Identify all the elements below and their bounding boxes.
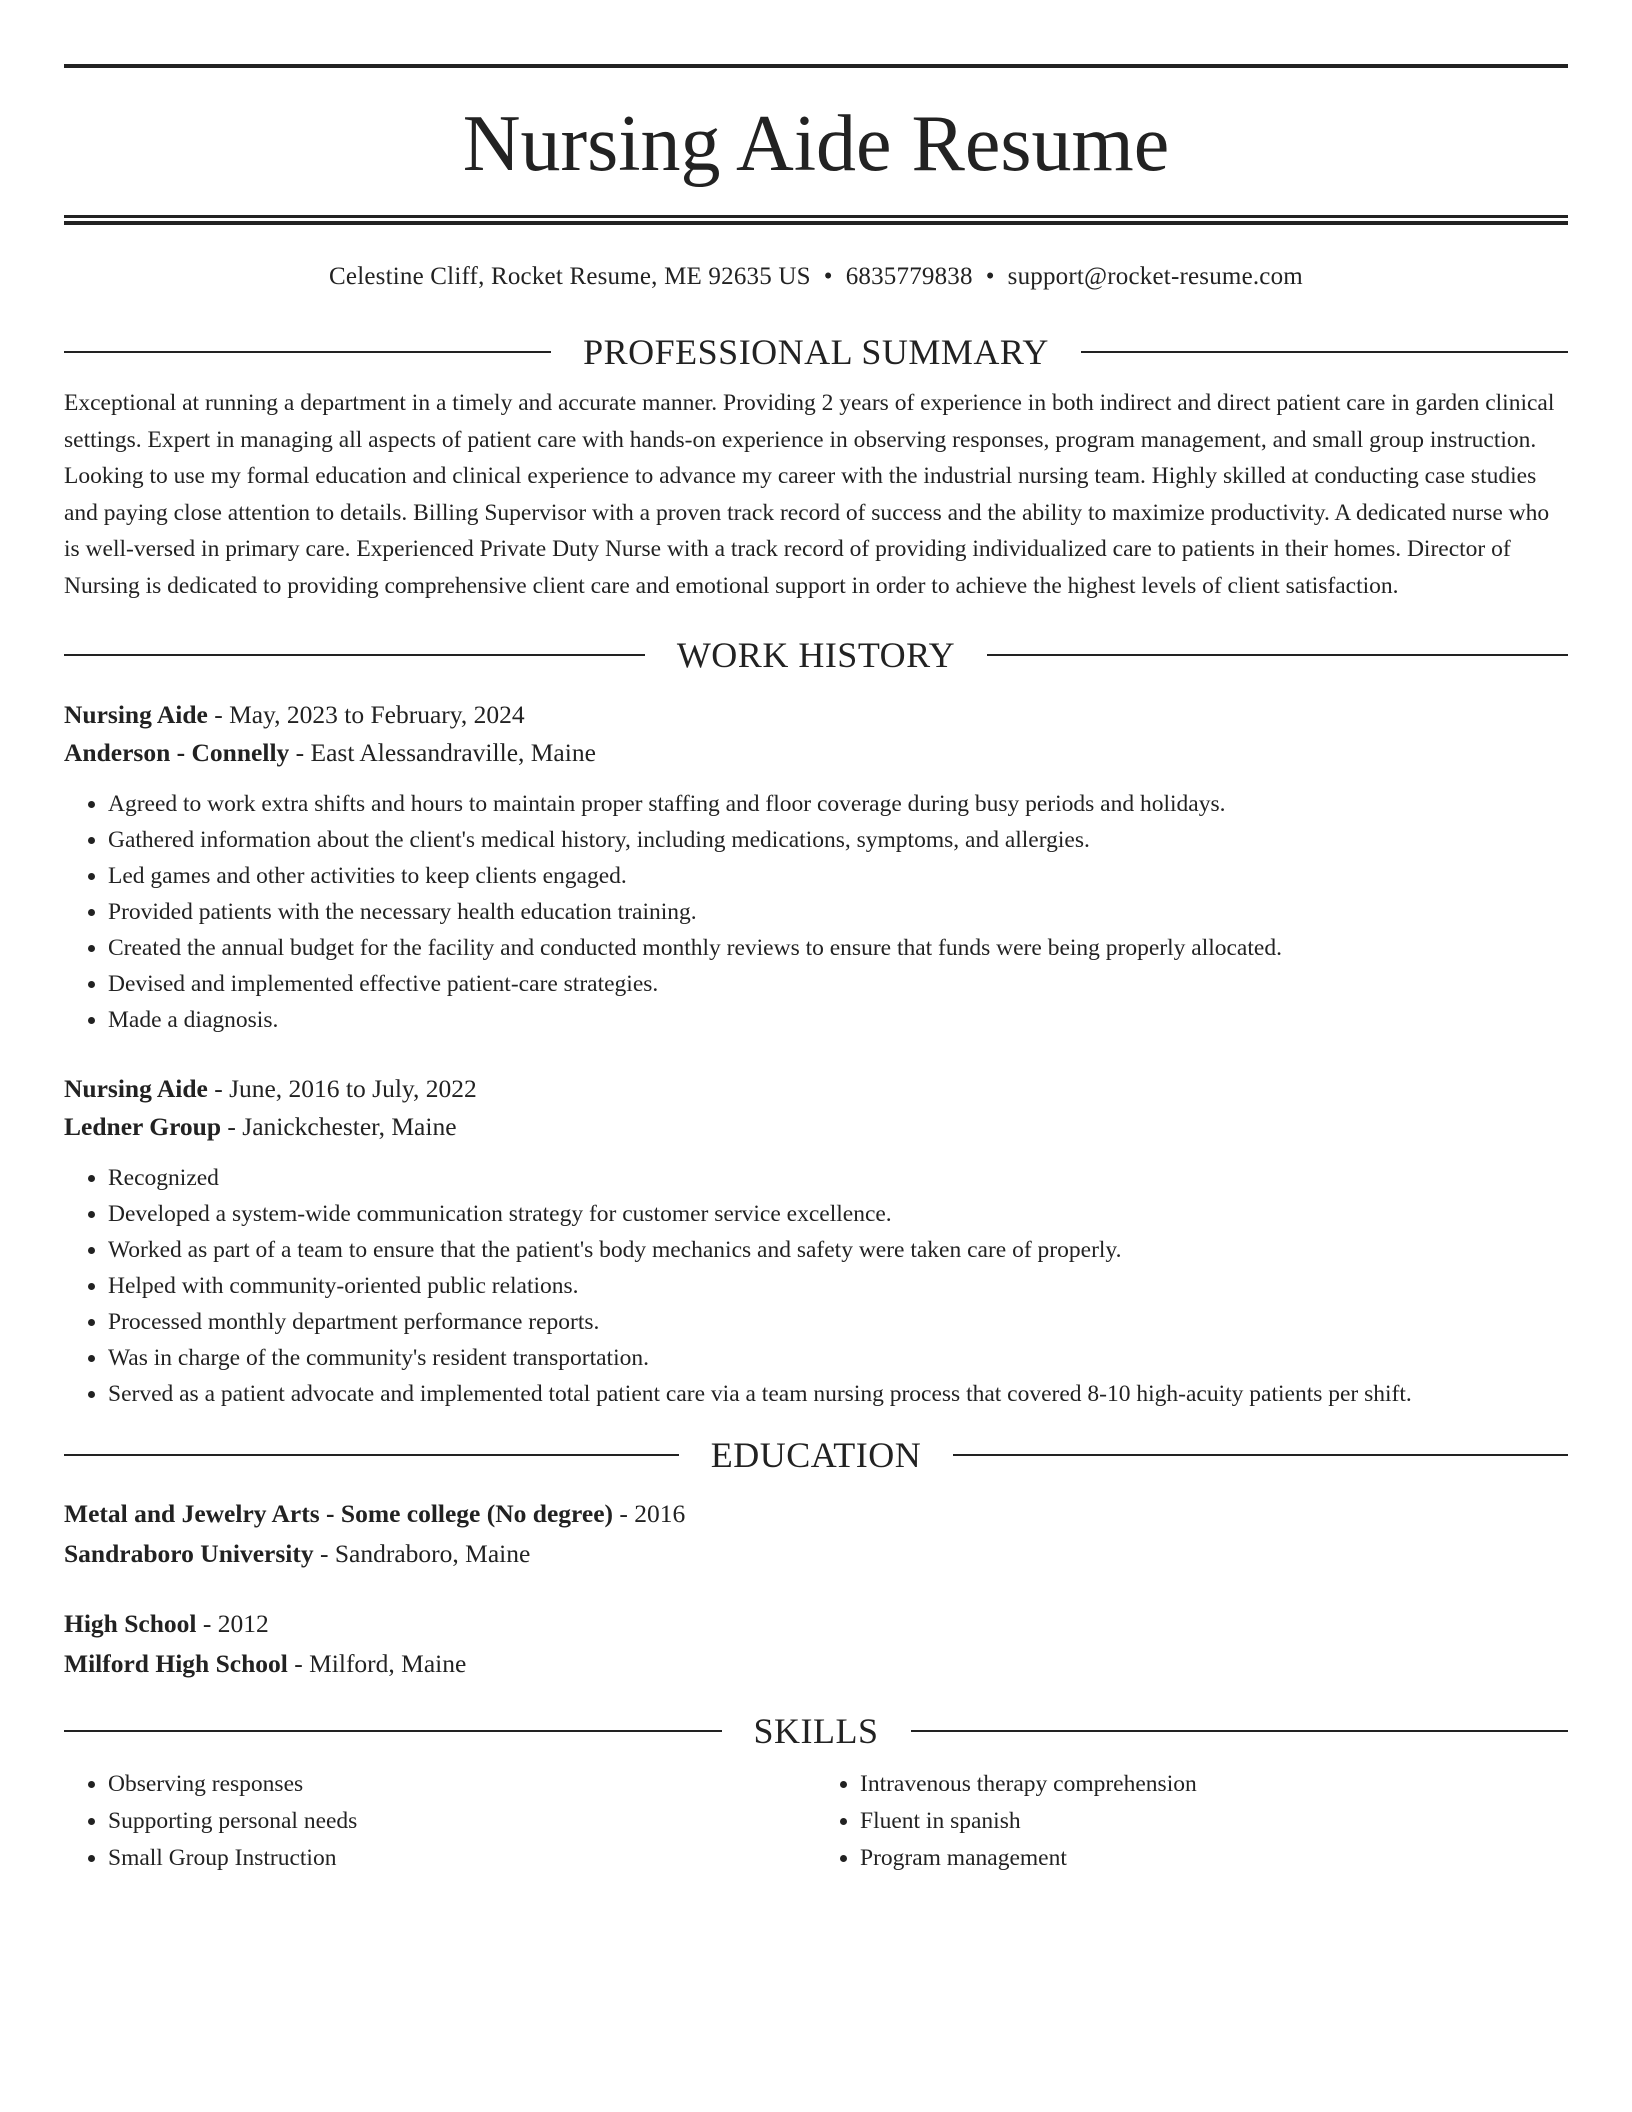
skills-list-left bbox=[64, 1766, 816, 1877]
job-title: Nursing Aide bbox=[64, 700, 208, 729]
list-item: • Fluent in spanish bbox=[860, 1803, 1568, 1840]
heading-rule-left bbox=[64, 1454, 679, 1456]
education-year: - 2012 bbox=[196, 1609, 269, 1638]
list-item: • Supporting personal needs bbox=[108, 1803, 816, 1840]
list-item: • Gathered information about the client's medical history, including medications, symptoms, and allergies. bbox=[108, 822, 1568, 858]
education-entry bbox=[64, 1604, 1568, 1684]
list-item: • Observing responses bbox=[108, 1766, 816, 1803]
list-item: • Created the annual budget for the facility and conducted monthly reviews to ensure that funds were being properly allocated. bbox=[108, 930, 1568, 966]
contact-phone: 6835779838 bbox=[845, 263, 973, 290]
job-title-line bbox=[64, 1070, 1568, 1108]
list-item: • Intravenous therapy comprehension bbox=[860, 1766, 1568, 1803]
education-entry bbox=[64, 1494, 1568, 1574]
heading-rule-left bbox=[64, 654, 645, 656]
section-title: WORK HISTORY bbox=[676, 635, 956, 675]
education-location: - Sandraboro, Maine bbox=[313, 1539, 531, 1568]
section-heading-education bbox=[64, 1434, 1568, 1476]
job-location: - Janickchester, Maine bbox=[221, 1112, 457, 1141]
job-employer-line bbox=[64, 734, 1568, 772]
education-degree-line bbox=[64, 1494, 1568, 1534]
list-item: • Agreed to work extra shifts and hours to maintain proper staffing and floor coverage during busy periods and holidays. bbox=[108, 786, 1568, 822]
job-bullet-list bbox=[64, 1160, 1568, 1412]
section-heading-summary bbox=[64, 331, 1568, 373]
section-title: PROFESSIONAL SUMMARY bbox=[583, 332, 1049, 372]
job-entry bbox=[64, 1070, 1568, 1412]
summary-text: Exceptional at running a department in a timely and accurate manner. Providing 2 years of experience in both indirect and direct patient care in garden clinical settings. Expert in managing all aspects of patient care with hands-on experience in observing responses, program management, and small group instruction. Looking to use my formal education and clinical experience to advance my career with the industrial nursing team. Highly skilled at conducting case studies and paying close attention to details. Billing Supervisor with a proven track record of success and the ability to maximize productivity. A dedicated nurse who is well-versed in primary care. Experienced Private Duty Nurse with a track record of providing individualized care to patients in their homes. Director of Nursing is dedicated to providing comprehensive client care and emotional support in order to achieve the highest levels of client satisfaction. bbox=[64, 390, 1555, 599]
education-school: Sandraboro University bbox=[64, 1539, 314, 1568]
heading-rule-right bbox=[1081, 351, 1568, 353]
contact-email[interactable]: support@rocket-resume.com bbox=[1007, 263, 1303, 290]
heading-rule-left bbox=[64, 351, 551, 353]
list-item: • Worked as part of a team to ensure that the patient's body mechanics and safety were taken care of properly. bbox=[108, 1232, 1568, 1268]
list-item: • Developed a system-wide communication strategy for customer service excellence. bbox=[108, 1196, 1568, 1232]
job-title-line bbox=[64, 696, 1568, 734]
education-school-line bbox=[64, 1534, 1568, 1574]
education-degree: Metal and Jewelry Arts - Some college (No degree) bbox=[64, 1499, 614, 1528]
heading-rule-right bbox=[987, 654, 1568, 656]
job-entry bbox=[64, 696, 1568, 1038]
job-location: - East Alessandraville, Maine bbox=[289, 738, 596, 767]
job-employer: Anderson - Connelly bbox=[64, 738, 290, 767]
section-heading-skills bbox=[64, 1710, 1568, 1752]
resume-title: Nursing Aide Resume bbox=[462, 100, 1170, 188]
education-degree: High School bbox=[64, 1609, 197, 1638]
list-item: • Devised and implemented effective patient-care strategies. bbox=[108, 966, 1568, 1002]
top-rule bbox=[64, 64, 1568, 68]
job-employer-line bbox=[64, 1108, 1568, 1146]
heading-rule-right bbox=[953, 1454, 1568, 1456]
education-school-line bbox=[64, 1644, 1568, 1684]
section-title: SKILLS bbox=[753, 1711, 879, 1751]
contact-separator: • bbox=[823, 263, 833, 290]
list-item: • Was in charge of the community's resident transportation. bbox=[108, 1340, 1568, 1376]
section-heading-work bbox=[64, 634, 1568, 676]
skills-list-right bbox=[816, 1766, 1568, 1877]
heading-rule-right bbox=[911, 1730, 1569, 1732]
list-item: • Recognized bbox=[108, 1160, 1568, 1196]
heading-rule-left bbox=[64, 1730, 722, 1732]
skills-columns bbox=[64, 1766, 1568, 1877]
job-bullet-list bbox=[64, 786, 1568, 1038]
list-item: • Served as a patient advocate and implemented total patient care via a team nursing process that covered 8-10 high-acuity patients per shift. bbox=[108, 1376, 1568, 1412]
education-location: - Milford, Maine bbox=[287, 1649, 467, 1678]
job-title: Nursing Aide bbox=[64, 1074, 208, 1103]
list-item: • Led games and other activities to keep clients engaged. bbox=[108, 858, 1568, 894]
title-double-rule bbox=[64, 215, 1568, 225]
job-dates: - May, 2023 to February, 2024 bbox=[207, 700, 525, 729]
education-school: Milford High School bbox=[64, 1649, 288, 1678]
list-item: • Program management bbox=[860, 1840, 1568, 1877]
list-item: • Provided patients with the necessary health education training. bbox=[108, 894, 1568, 930]
list-item: • Small Group Instruction bbox=[108, 1840, 816, 1877]
contact-separator: • bbox=[985, 263, 995, 290]
list-item: • Made a diagnosis. bbox=[108, 1002, 1568, 1038]
list-item: • Processed monthly department performance reports. bbox=[108, 1304, 1568, 1340]
list-item: • Helped with community-oriented public relations. bbox=[108, 1268, 1568, 1304]
contact-address: Celestine Cliff, Rocket Resume, ME 92635 US bbox=[329, 263, 811, 290]
contact-line bbox=[64, 263, 1568, 291]
job-employer: Ledner Group bbox=[64, 1112, 222, 1141]
education-degree-line bbox=[64, 1604, 1568, 1644]
job-dates: - June, 2016 to July, 2022 bbox=[207, 1074, 477, 1103]
section-title: EDUCATION bbox=[710, 1435, 922, 1475]
education-year: - 2016 bbox=[613, 1499, 686, 1528]
